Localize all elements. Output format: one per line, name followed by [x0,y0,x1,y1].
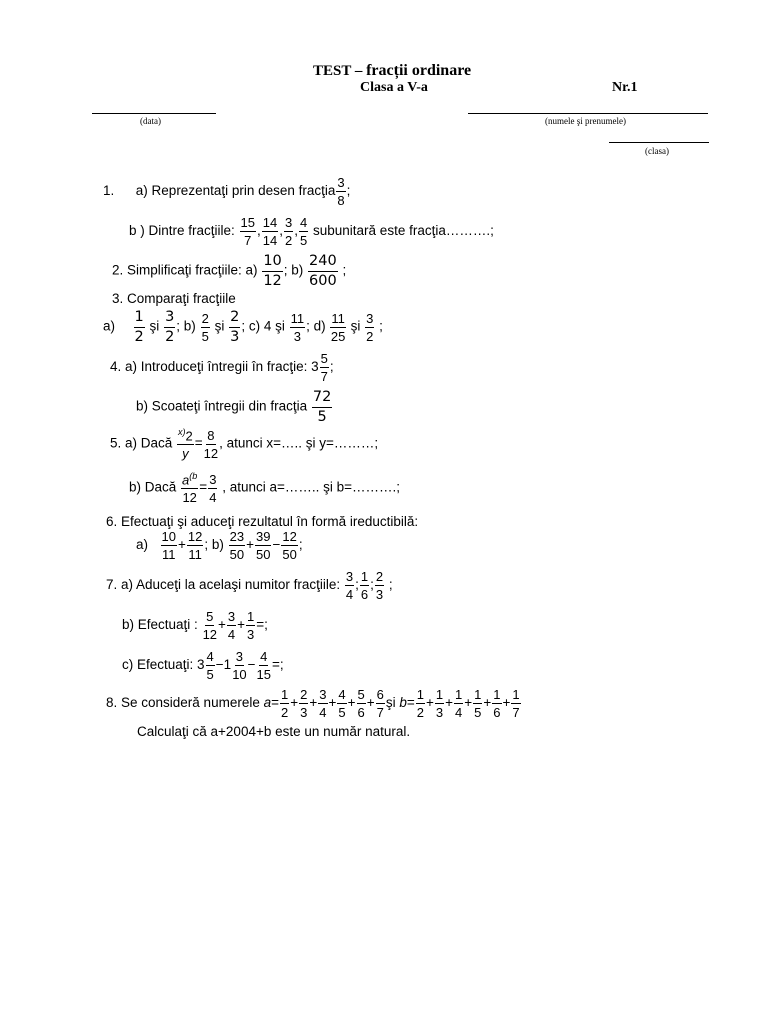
fraction: $\frac{3}{2}$ [366,310,374,344]
question-7b: b) Efectuaţi : $\frac{5}{12}$ + $\frac{3}{4}$ + $\frac{1}{3}$ =; [122,609,268,642]
fraction: $\frac{10}{12}$ [263,253,282,289]
fraction: $\frac{39}{50}$ [256,529,271,562]
name-label: (numele şi prenumele) [545,116,626,126]
question-3-items: a) $\frac{1}{2}$ şi $\frac{3}{2}$ ; b) $\frac{2}{5}$ şi $\frac{2}{3}$ ; c) 4 şi $\frac{11}{3}$ ; d) $\frac{11}{25}$ şi $\frac{3}{2}$ ; [103,309,383,345]
name-line [468,113,708,114]
fraction: $\frac{15}{7}$ [240,215,256,248]
fraction: $\frac{12}{11}$ [187,529,203,562]
class-line [609,142,709,143]
fraction: $\frac{2}{3}$ [300,687,308,720]
fraction: $\frac{11}{3}$ [290,310,305,344]
fraction: $\frac{2}{3}$ [230,309,240,345]
fraction: $\frac{2}{5}$ [201,310,209,344]
title-main: fracții ordinare [366,62,472,79]
fraction: $\frac{1}{3}$ [435,687,444,720]
fraction: $\frac{1}{2}$ [281,687,289,720]
fraction: $\frac{5}{6}$ [357,687,365,720]
fraction: $\frac{3}{8}$ [337,175,345,208]
class-label: (clasa) [645,146,669,156]
question-text: b) Dacă [129,479,177,495]
fraction: $\frac{4}{5}$ [300,215,308,248]
class-heading: Clasa a V-a [360,80,428,95]
title-prefix: TEST – [313,63,367,79]
question-7c: c) Efectuaţi: 3 $\frac{4}{5}$ −1 $\frac{3}{10}$ − $\frac{4}{15}$ =; [122,649,284,682]
fraction: $\frac{3}{10}$ [232,649,247,682]
fraction: $\frac{5}{12}$ [202,609,218,642]
question-number: 1. [103,183,115,199]
question-text: b) Efectuaţi : [122,617,198,633]
date-line [92,113,216,114]
question-1b: b ) Dintre fracţiile: $\frac{15}{7}$ , $\frac{14}{14}$ , $\frac{3}{2}$ , $\frac{4}{5}$ subunitară este fracţia……….; [129,215,494,248]
fraction: $\frac{3}{2}$ [165,309,175,345]
fraction: $\frac{12}{50}$ [282,529,297,562]
date-label: (data) [140,116,161,126]
question-text: 4. a) Introduceţi întregii în fracţie: 3 [110,359,319,375]
fraction: $\frac{240}{600}$ [309,253,337,289]
question-text: b) Scoateţi întregii din fracţia [136,398,308,414]
question-text: , atunci a=…….. şi b=……….; [222,479,401,495]
fraction: $\frac{72}{5}$ [312,389,332,425]
fraction: $\frac{14}{14}$ [262,215,278,248]
fraction: $\frac{4}{5}$ [338,687,346,720]
fraction: $\frac{6}{7}$ [376,687,384,720]
question-6: 6. Efectuaţi şi aduceţi rezultatul în formă ireductibilă: [106,514,419,529]
question-7a: 7. a) Aduceţi la acelaşi numitor fracţiile: $\frac{3}{4}$ ; $\frac{1}{6}$ ; $\frac{2}{3}$ ; [106,569,393,602]
test-number: Nr.1 [612,80,638,95]
fraction: $\frac{11}{25}$ [330,310,346,344]
question-text: subunitară este fracţia……….; [313,223,494,239]
fraction: $\frac{3}{4}$ [227,609,236,642]
fraction: $\frac{23}{50}$ [229,529,245,562]
question-8-line2: Calculaţi că a+2004+b este un număr natural. [137,724,411,739]
fraction: $\frac{8}{12}$ [203,427,219,461]
fraction: $\frac{1}{2}$ [416,687,425,720]
fraction: $\frac{4}{5}$ [206,649,214,682]
fraction: $\frac{1}{3}$ [247,609,255,642]
question-text: c) Efectuaţi: 3 [122,657,205,673]
fraction: $\frac{3}{4}$ [319,687,327,720]
question-text: , atunci x=….. şi y=………; [219,435,379,451]
fraction: $\frac{a^{(b}}{12}$ [182,471,198,506]
question-5a: 5. a) Dacă $\frac{^{x)}2}{y}$ = $\frac{8}{12}$ , atunci x=….. şi y=………; [110,427,379,462]
fraction: $\frac{3}{4}$ [345,569,354,602]
fraction: $\frac{1}{2}$ [134,309,144,345]
fraction: $\frac{1}{6}$ [493,687,501,720]
question-4b [136,390,333,424]
question-1a: 1. a) Reprezentaţi prin desen fracţia $\frac{3}{8}$ ; [103,175,351,208]
fraction: $\frac{10}{11}$ [161,529,177,562]
question-text: b ) Dintre fracţiile: [129,223,235,239]
question-text: a) Reprezentaţi prin desen fracţia [135,183,336,199]
fraction: $\frac{1}{7}$ [512,687,520,720]
question-text: 2. Simplificaţi fracţiile: a) [112,262,258,278]
question-5b: b) Dacă $\frac{a^{(b}}{12}$ = $\frac{3}{4}$ , atunci a=…….. şi b=……….; [129,471,401,506]
fraction: $\frac{4}{15}$ [256,649,272,682]
fraction: $\frac{^{x)}2}{y}$ [178,427,193,462]
page-title [313,62,471,80]
question-2: 2. Simplificaţi fracţiile: a) $\frac{10}{12}$ ; b) $\frac{240}{600}$ ; [112,253,347,289]
question-6-items: a) $\frac{10}{11}$ + $\frac{12}{11}$ ; b) $\frac{23}{50}$ + $\frac{39}{50}$ − $\frac{12}{50}$ ; [136,529,303,562]
fraction: $\frac{1}{5}$ [474,687,482,720]
question-8: 8. Se consideră numerele a= $\frac{1}{2}$ + $\frac{2}{3}$ + $\frac{3}{4}$ + $\frac{4}{5}$ + $\frac{5}{6}$ + $\frac{6}{7}$ şi b= $\frac{1}{2}$ + $\frac{1}{3}$ + $\frac{1}{4}$ + $\frac{1}{5}$ + $\frac{1}{6}$ + $\frac{1}{7}$ [106,687,520,720]
question-text: 5. a) Dacă [110,435,173,451]
question-text: 8. Se consideră numerele [106,695,260,711]
question-3: 3. Comparaţi fracţiile [112,291,236,306]
question-text: 7. a) Aduceţi la acelaşi numitor fracţiile: [106,577,341,593]
fraction: $\frac{1}{4}$ [455,687,463,720]
fraction: $\frac{3}{2}$ [285,215,293,248]
fraction: $\frac{5}{7}$ [320,351,328,384]
fraction: $\frac{1}{6}$ [360,569,369,602]
fraction: $\frac{3}{4}$ [209,471,217,505]
question-4a: 4. a) Introduceţi întregii în fracţie: 3 $\frac{5}{7}$ ; [110,351,334,384]
fraction: $\frac{2}{3}$ [375,569,384,602]
